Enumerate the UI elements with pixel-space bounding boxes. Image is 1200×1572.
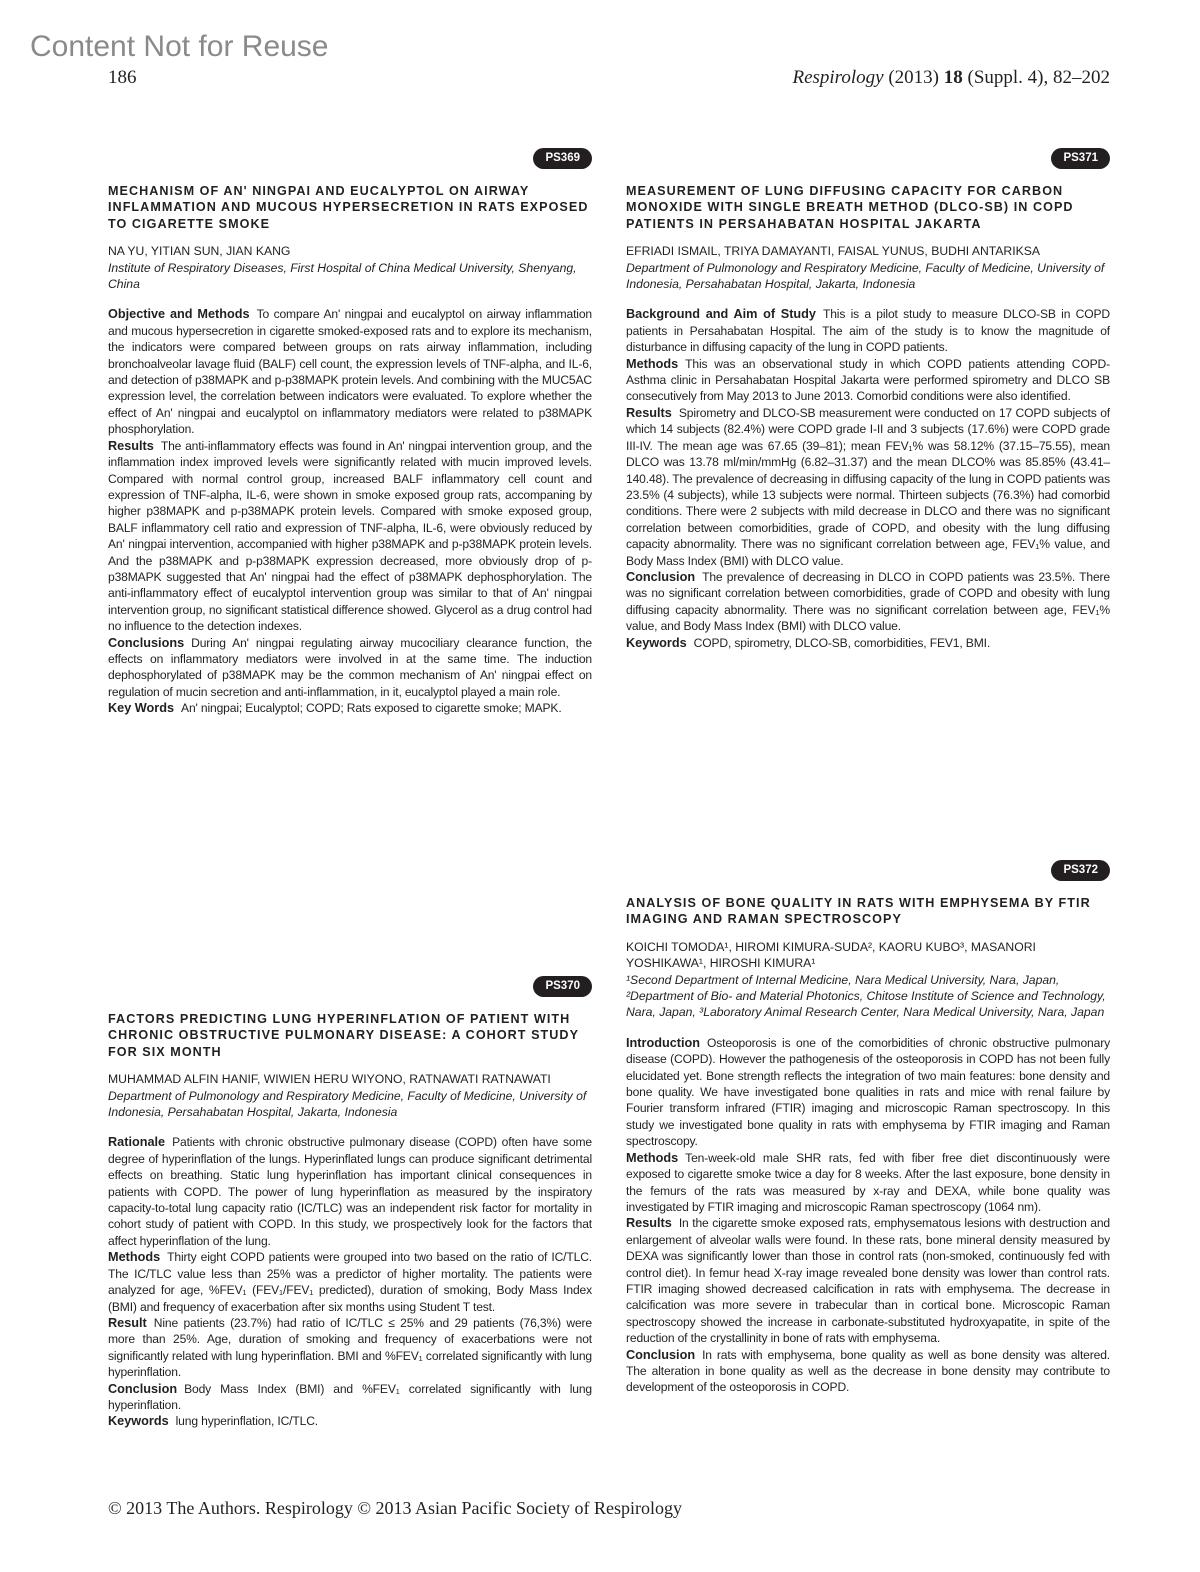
section-text: lung hyperinflation, IC/TLC.: [175, 1414, 318, 1429]
section-text: Nine patients (23.7%) had ratio of IC/TLC ≤ 25% and 29 patients (76,3%) were more than 25%. Age, duration of smoking and frequency of exacerbations were not significantly related with lung hyperinflation. BMI and %FEV₁ correlated significantly with lung hyperinflation.: [108, 1315, 592, 1380]
abstract-section: [626, 1215, 1110, 1346]
section-label: Methods: [108, 1250, 161, 1265]
abstract-section: [626, 1347, 1110, 1396]
abstract-title: MEASUREMENT OF LUNG DIFFUSING CAPACITY FOR CARBON MONOXIDE WITH SINGLE BREATH METHOD (DLCO-SB) IN COPD PATIENTS IN PERSAHABATAN HOSPITAL JAKARTA: [626, 184, 1074, 231]
section-label: Keywords: [626, 635, 687, 650]
abstract-section: [626, 1150, 1110, 1216]
abstract-section: [108, 635, 592, 701]
abstract-id-badge: PS369: [533, 148, 592, 169]
abstract-section: [626, 569, 1110, 635]
abstract-authors: MUHAMMAD ALFIN HANIF, WIWIEN HERU WIYONO, RATNAWATI RATNAWATI: [108, 1072, 551, 1087]
journal-citation: [792, 66, 1110, 90]
abstract-section: [108, 1249, 592, 1315]
journal-name: Respirology: [792, 67, 884, 88]
section-text: Spirometry and DLCO-SB measurement were conducted on 17 COPD subjects of which 14 subjects (82.4%) were COPD grade I-II and 3 subjects (17.6%) were COPD grade III-IV. The mean age was 67.65 (39–81); mean FEV₁% was 58.12% (37.15–75.55), mean DLCO was 13.78 ml/min/mmHg (6.82–31.37) and the mean DLCO% was 85.85% (43.41–140.48). The prevalence of decreasing in diffusing capacity of the lung in COPD patients was 23.5% (4 subjects), while 13 subjects were normal. Thirteen subjects (76.3%) had comorbid conditions. There were 2 subjects with mild decrease in DLCO and there was no significant correlation between comorbidities, grade of COPD, and obesity with the lung diffusing capacity abnormality. There was no significant correlation between age, FEV₁% value, and Body Mass Index (BMI) with DLCO value.: [626, 405, 1110, 568]
section-label: Background and Aim of Study: [626, 307, 816, 322]
abstract-section: [626, 356, 1110, 405]
abstract-ps370: [108, 976, 592, 1430]
abstract-id-badge: PS370: [533, 976, 592, 997]
abstract-section: [108, 1315, 592, 1381]
section-text: Thirty eight COPD patients were grouped into two based on the ratio of IC/TLC. The IC/TLC value less than 25% was a predictor of higher mortality. The patients were analyzed for age, %FEV₁ (FEV₁/FEV₁ predicted), duration of smoking, Body Mass Index (BMI) and frequency of exacerbation after six months using Student T test.: [108, 1250, 592, 1314]
section-text: During An' ningpai regulating airway mucociliary clearance function, the effects on inflammatory mediators were involved in at the same time. The induction dephosphorylated of p38MAPK may be the common mechanism of An' ningpai effect on regulation of mucin secretion and anti-inflammation, in it, eucalyptol played a main role.: [108, 635, 592, 699]
abstract-body: [626, 306, 1110, 651]
abstract-authors: EFRIADI ISMAIL, TRIYA DAMAYANTI, FAISAL YUNUS, BUDHI ANTARIKSA: [626, 244, 1041, 259]
section-text: The prevalence of decreasing in DLCO in COPD patients was 23.5%. There was no significant correlation between comorbidities, grade of COPD and obesity with lung diffusing capacity abnormality. There was no significant correlation between age, FEV₁% value, and Body Mass Index (BMI) with DLCO value.: [626, 569, 1110, 634]
abstract-affiliation: Institute of Respiratory Diseases, First Hospital of China Medical University, Shenyang, China: [108, 260, 577, 292]
section-text: This was an observational study in which COPD patients attending COPD-Asthma clinic in Persahabatan Hospital Jakarta were performed spirometry and DLCO SB consecutively from May 2013 to June 2013. Comorbid conditions were also identified.: [626, 356, 1110, 404]
section-text: Osteoporosis is one of the comorbidities of chronic obstructive pulmonary disease (COPD). However the pathogenesis of the osteoporosis in COPD has not been fully elucidated yet. Bone strength reflects the integration of two main features: bone density and bone quality. We have investigated bone qualities in rats and mice with renal failure by Fourier transform infrared (FTIR) imaging and microscopic Raman spectroscopy. In this study we investigated bone quality in rats with emphysema by FTIR imaging and Raman spectroscopy.: [626, 1035, 1110, 1149]
section-label: Conclusion: [626, 569, 696, 584]
section-label: Objective and Methods: [108, 307, 250, 322]
abstract-id-badge: PS372: [1051, 860, 1110, 881]
abstract-title: ANALYSIS OF BONE QUALITY IN RATS WITH EMPHYSEMA BY FTIR IMAGING AND RAMAN SPECTROSCOPY: [626, 896, 1091, 927]
section-label: Results: [108, 438, 154, 453]
section-label: Results: [626, 1216, 672, 1231]
abstract-section: [108, 1381, 592, 1414]
section-label: Results: [626, 405, 672, 420]
abstract-title: MECHANISM OF AN' NINGPAI AND EUCALYPTOL ON AIRWAY INFLAMMATION AND MUCOUS HYPERSECRETION IN RATS EXPOSED TO CIGARETTE SMOKE: [108, 184, 589, 231]
copyright-footer: © 2013 The Authors. Respirology © 2013 Asian Pacific Society of Respirology: [108, 1498, 682, 1518]
section-text: Patients with chronic obstructive pulmonary disease (COPD) often have some degree of hyperinflation of the lungs. Hyperinflated lungs can produce significant detrimental effects on breathing. Static lung hyperinflation has important clinical consequences in patients with COPD. The power of lung hyperinflation as measured by the inspiratory capacity-to-total lung capacity ratio (IC/TLC) was an independent risk factor for mortality in cohort study of patient with COPD. In this study, we prospectively look for the factors that affect hyperinflation of the lung.: [108, 1135, 592, 1248]
abstract-affiliation: Department of Pulmonology and Respiratory Medicine, Faculty of Medicine, University of Indonesia, Persahabatan Hospital, Jakarta, Indonesia: [108, 1088, 587, 1120]
section-text: Ten-week-old male SHR rats, fed with fiber free diet discontinuously were exposed to cigarette smoke twice a day for 8 weeks. After the last exposure, bone density in the femurs of the rats was measured by x-ray and DEXA, while bone quality was investigated by FTIR imaging and microscopic Raman spectroscopy (1064 nm).: [626, 1150, 1110, 1214]
journal-volume: 18: [943, 67, 963, 88]
journal-pages: (Suppl. 4), 82–202: [962, 67, 1110, 88]
abstract-section: [108, 306, 592, 437]
abstract-section: [626, 405, 1110, 569]
section-label: Key Words: [108, 701, 175, 716]
watermark: Content Not for Reuse: [30, 30, 329, 63]
section-text: To compare An' ningpai and eucalyptol on airway inflammation and mucous hypersecretion in cigarette smoked-exposed rats and to explore its mechanism, the indicators were compared between groups on rats airway inflammation, including bronchoalveolar lavage fluid (BALF) cell count, the expression levels of TNF-alpha, and IL-6, and detection of p38MAPK and p-p38MAPK protein levels. And combining with the MUC5AC expression level, the correlation between indicators were evaluated. To explore whether the effect of An' ningpai and eucalyptol on inflammatory mediators were related to p38MAPK phosphorylation.: [108, 307, 592, 437]
abstract-authors: NA YU, YITIAN SUN, JIAN KANG: [108, 244, 291, 259]
section-text: In rats with emphysema, bone quality as well as bone density was altered. The alteration in bone quality as well as the decrease in bone density may contribute to development of the osteoporosis in COPD.: [626, 1347, 1110, 1395]
section-label: Methods: [626, 356, 679, 371]
section-label: Conclusion: [108, 1381, 178, 1396]
abstract-ps372: [626, 860, 1110, 1396]
abstract-title: FACTORS PREDICTING LUNG HYPERINFLATION OF PATIENT WITH CHRONIC OBSTRUCTIVE PULMONARY DISEASE: A COHORT STUDY FOR SIX MONTH: [108, 1012, 579, 1059]
abstract-section: [108, 1134, 592, 1249]
abstract-section: [108, 1413, 592, 1429]
abstract-affiliation: ¹Second Department of Internal Medicine, Nara Medical University, Nara, Japan, ²Department of Bio- and Material Photonics, Chitose Institute of Science and Technology, Nara, Japan, ³Laboratory Animal Research Center, Nara Medical University, Nara, Japan: [626, 972, 1106, 1020]
section-label: Result: [108, 1315, 147, 1330]
section-text: The anti-inflammatory effects was found in An' ningpai intervention group, and the inflammation index improved levels were significantly related with mucin improved levels. Compared with normal control group, increased BALF inflammatory cell count and expression of TNF-alpha, IL-6, were shown in smoke exposed group rats, accompaning by higher p38MAPK and p-p38MAPK protein levels. Compared with smoke exposed group, BALF inflammatory cell ratio and expression of TNF-alpha, IL-6, were obviously reduced by An' ningpai intervention, accompanied with higher p38MAPK and p-p38MAPK protein levels. And the p38MAPK and p-p38MAPK expression decreased, more obviously drop of p-p38MAPK suggested that An' ningpai had the effect of p38MAPK dephosphorylation. The anti-inflammatory effect of eucalyptol intervention group was similar to that of An' ningpai intervention group, no significant statistical difference showed. Glycerol as a drug control had no influence to the detection indexes.: [108, 438, 592, 634]
section-text: This is a pilot study to measure DLCO-SB in COPD patients in Persahabatan Hospital. The aim of the study is to know the magnitude of disturbance in diffusing capacity of the lung in COPD patients.: [626, 307, 1110, 355]
abstract-body: [108, 1134, 592, 1429]
section-label: Introduction: [626, 1035, 700, 1050]
section-label: Keywords: [108, 1414, 169, 1429]
page-number: 186: [108, 67, 137, 88]
abstract-ps371: [626, 148, 1110, 651]
abstract-section: [626, 635, 1110, 651]
journal-year: (2013): [883, 67, 944, 88]
abstract-section: [626, 306, 1110, 355]
section-text: COPD, spirometry, DLCO-SB, comorbidities, FEV1, BMI.: [693, 635, 991, 650]
abstract-ps369: [108, 148, 592, 717]
section-text: Body Mass Index (BMI) and %FEV₁ correlated significantly with lung hyperinflation.: [108, 1381, 592, 1412]
abstract-body: [108, 306, 592, 716]
section-label: Rationale: [108, 1135, 166, 1150]
abstract-section: [108, 438, 592, 635]
abstract-body: [626, 1035, 1110, 1396]
section-text: An' ningpai; Eucalyptol; COPD; Rats exposed to cigarette smoke; MAPK.: [181, 701, 562, 716]
abstract-authors: KOICHI TOMODA¹, HIROMI KIMURA-SUDA², KAORU KUBO³, MASANORI YOSHIKAWA¹, HIROSHI KIMURA¹: [626, 939, 1036, 971]
abstract-affiliation: Department of Pulmonology and Respiratory Medicine, Faculty of Medicine, University of Indonesia, Persahabatan Hospital, Jakarta, Indonesia: [626, 260, 1105, 292]
abstract-section: [108, 700, 592, 716]
section-label: Conclusions: [108, 635, 185, 650]
abstract-section: [626, 1035, 1110, 1150]
section-label: Methods: [626, 1150, 679, 1165]
section-label: Conclusion: [626, 1347, 696, 1362]
section-text: In the cigarette smoke exposed rats, emphysematous lesions with destruction and enlargement of alveolar walls were found. In these rats, bone mineral density measured by DEXA was significantly lower than those in control rats (non-smoked, continuously fed with control diet). In femur head X-ray image revealed bone density was lower than control rats. FTIR imaging showed decreased calcification in rats with emphysema. The decrease in calcification was more severe in trabecular than in cortical bone. Microscopic Raman spectroscopy showed the increase in carbonate-substituted hydroxyapatite, in spite of the reduction of the crystallinity in bone of rats with emphysema.: [626, 1216, 1110, 1346]
abstract-id-badge: PS371: [1051, 148, 1110, 169]
